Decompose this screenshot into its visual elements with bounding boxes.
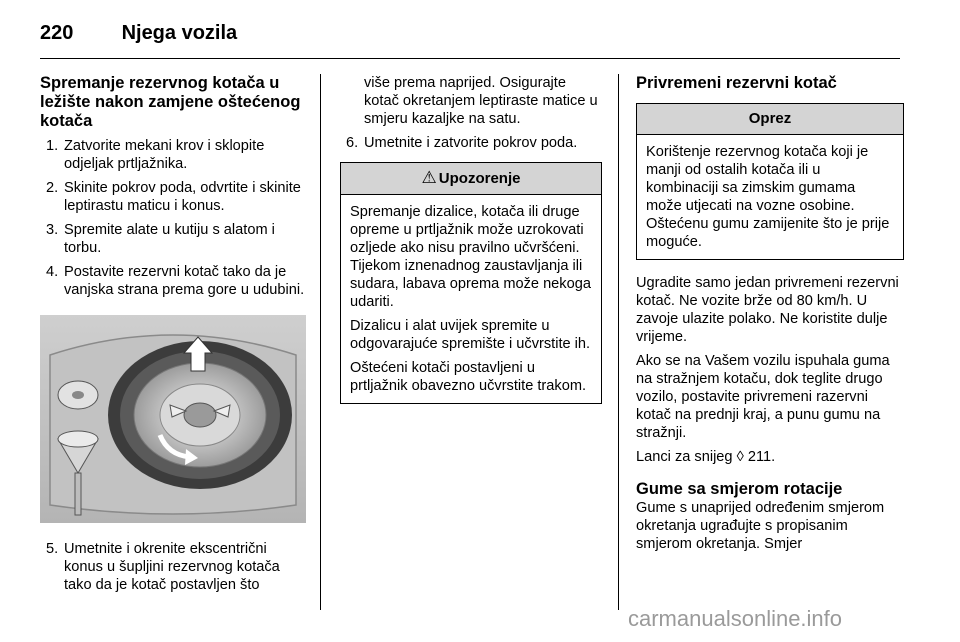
column-divider <box>618 74 619 610</box>
middle-column <box>340 74 602 404</box>
warning-paragraph: Oštećeni kotači postavljeni u prtljažnik obavezno učvrstite trakom. <box>350 360 587 394</box>
snow-chains-reference: Lanci za snijeg ◊ 211. <box>636 449 776 465</box>
spare-wheel-illustration <box>40 315 306 523</box>
warning-box-header <box>341 163 601 195</box>
step-item: 2. Skinite pokrov poda, odvrtite i skinite leptirastu maticu i konus. <box>46 180 301 214</box>
step-5-continued: više prema naprijed. Osigurajte kotač okretanjem leptiraste matice u smjeru kazaljke na satu. <box>364 75 598 127</box>
step-item: 4. Postavite rezervni kotač tako da je vanjska strana prema gore u udubini. <box>46 264 305 298</box>
steps-list-final <box>340 134 602 152</box>
section-heading-spare-storage: Spremanje rezervnog kotača u ležište nakon zamjene oštećenog kotača <box>40 74 301 130</box>
page-header <box>40 22 237 45</box>
left-column <box>40 74 306 600</box>
caution-text: Korištenje rezervnog kotača koji je manji od ostalih kotača ili u kombinaciji sa zimskim gumama može utjecati na vozne osobine. Oštećenu gumu zamijenite što je prije moguće. <box>646 144 890 250</box>
caution-title: Oprez <box>637 104 903 135</box>
step-item: 5. Umetnite i okrenite ekscentrični konus u šupljini rezervnog kotača tako da je kotač postavljen što <box>46 541 280 593</box>
subheading-directional-tyres: Gume sa smjerom rotacije <box>636 480 843 498</box>
warning-box <box>340 162 602 404</box>
caution-box <box>636 103 904 260</box>
body-paragraph: Gume s unaprijed određenim smjerom okretanja ugrađujte s propisanim smjerom okretanja. Smjer <box>636 500 885 552</box>
warning-icon: ⚠ <box>421 168 437 187</box>
step-item: 3. Spremite alate u kutiju s alatom i torbu. <box>46 222 275 256</box>
warning-box-body <box>341 195 601 403</box>
header-rule <box>40 58 900 59</box>
warning-paragraph: Spremanje dizalice, kotača ili druge opreme u prtljažnik može uzrokovati ozljede ako nisu pravilno učvršćeni. Tijekom iznenadnog zaustavljanja ili sudara, labava oprema može nekoga udariti. <box>350 204 591 310</box>
watermark: carmanualsonline.info <box>628 606 843 631</box>
steps-list-continued <box>40 540 306 594</box>
right-column <box>636 74 904 559</box>
step-item: 6. Umetnite i zatvorite pokrov poda. <box>346 135 578 151</box>
warning-paragraph: Dizalicu i alat uvijek spremite u odgovarajuće spremište i učvrstite ih. <box>350 318 591 352</box>
warning-title: Upozorenje <box>438 170 521 187</box>
page-number: 220 <box>40 22 74 44</box>
page-title: Njega vozila <box>121 22 238 44</box>
section-heading-temporary-spare: Privremeni rezervni kotač <box>636 74 837 92</box>
page-ref-icon: ◊ <box>736 449 744 465</box>
step-item: 1. Zatvorite mekani krov i sklopite odjeljak prtljažnika. <box>46 138 265 172</box>
steps-list <box>40 137 306 299</box>
body-paragraph: Ugradite samo jedan privremeni rezervni kotač. Ne vozite brže od 80 km/h. U zavoje ulazite polako. Ne koristite dulje vrijeme. <box>636 275 899 345</box>
body-paragraph: Ako se na Vašem vozilu ispuhala guma na stražnjem kotaču, dok teglite drugo vozilo, postavite privremeni razervni kotač na prednji kraj, a punu gumu na stražnji. <box>636 353 890 441</box>
column-divider <box>320 74 321 610</box>
page-ref-link[interactable]: 211. <box>747 449 776 465</box>
